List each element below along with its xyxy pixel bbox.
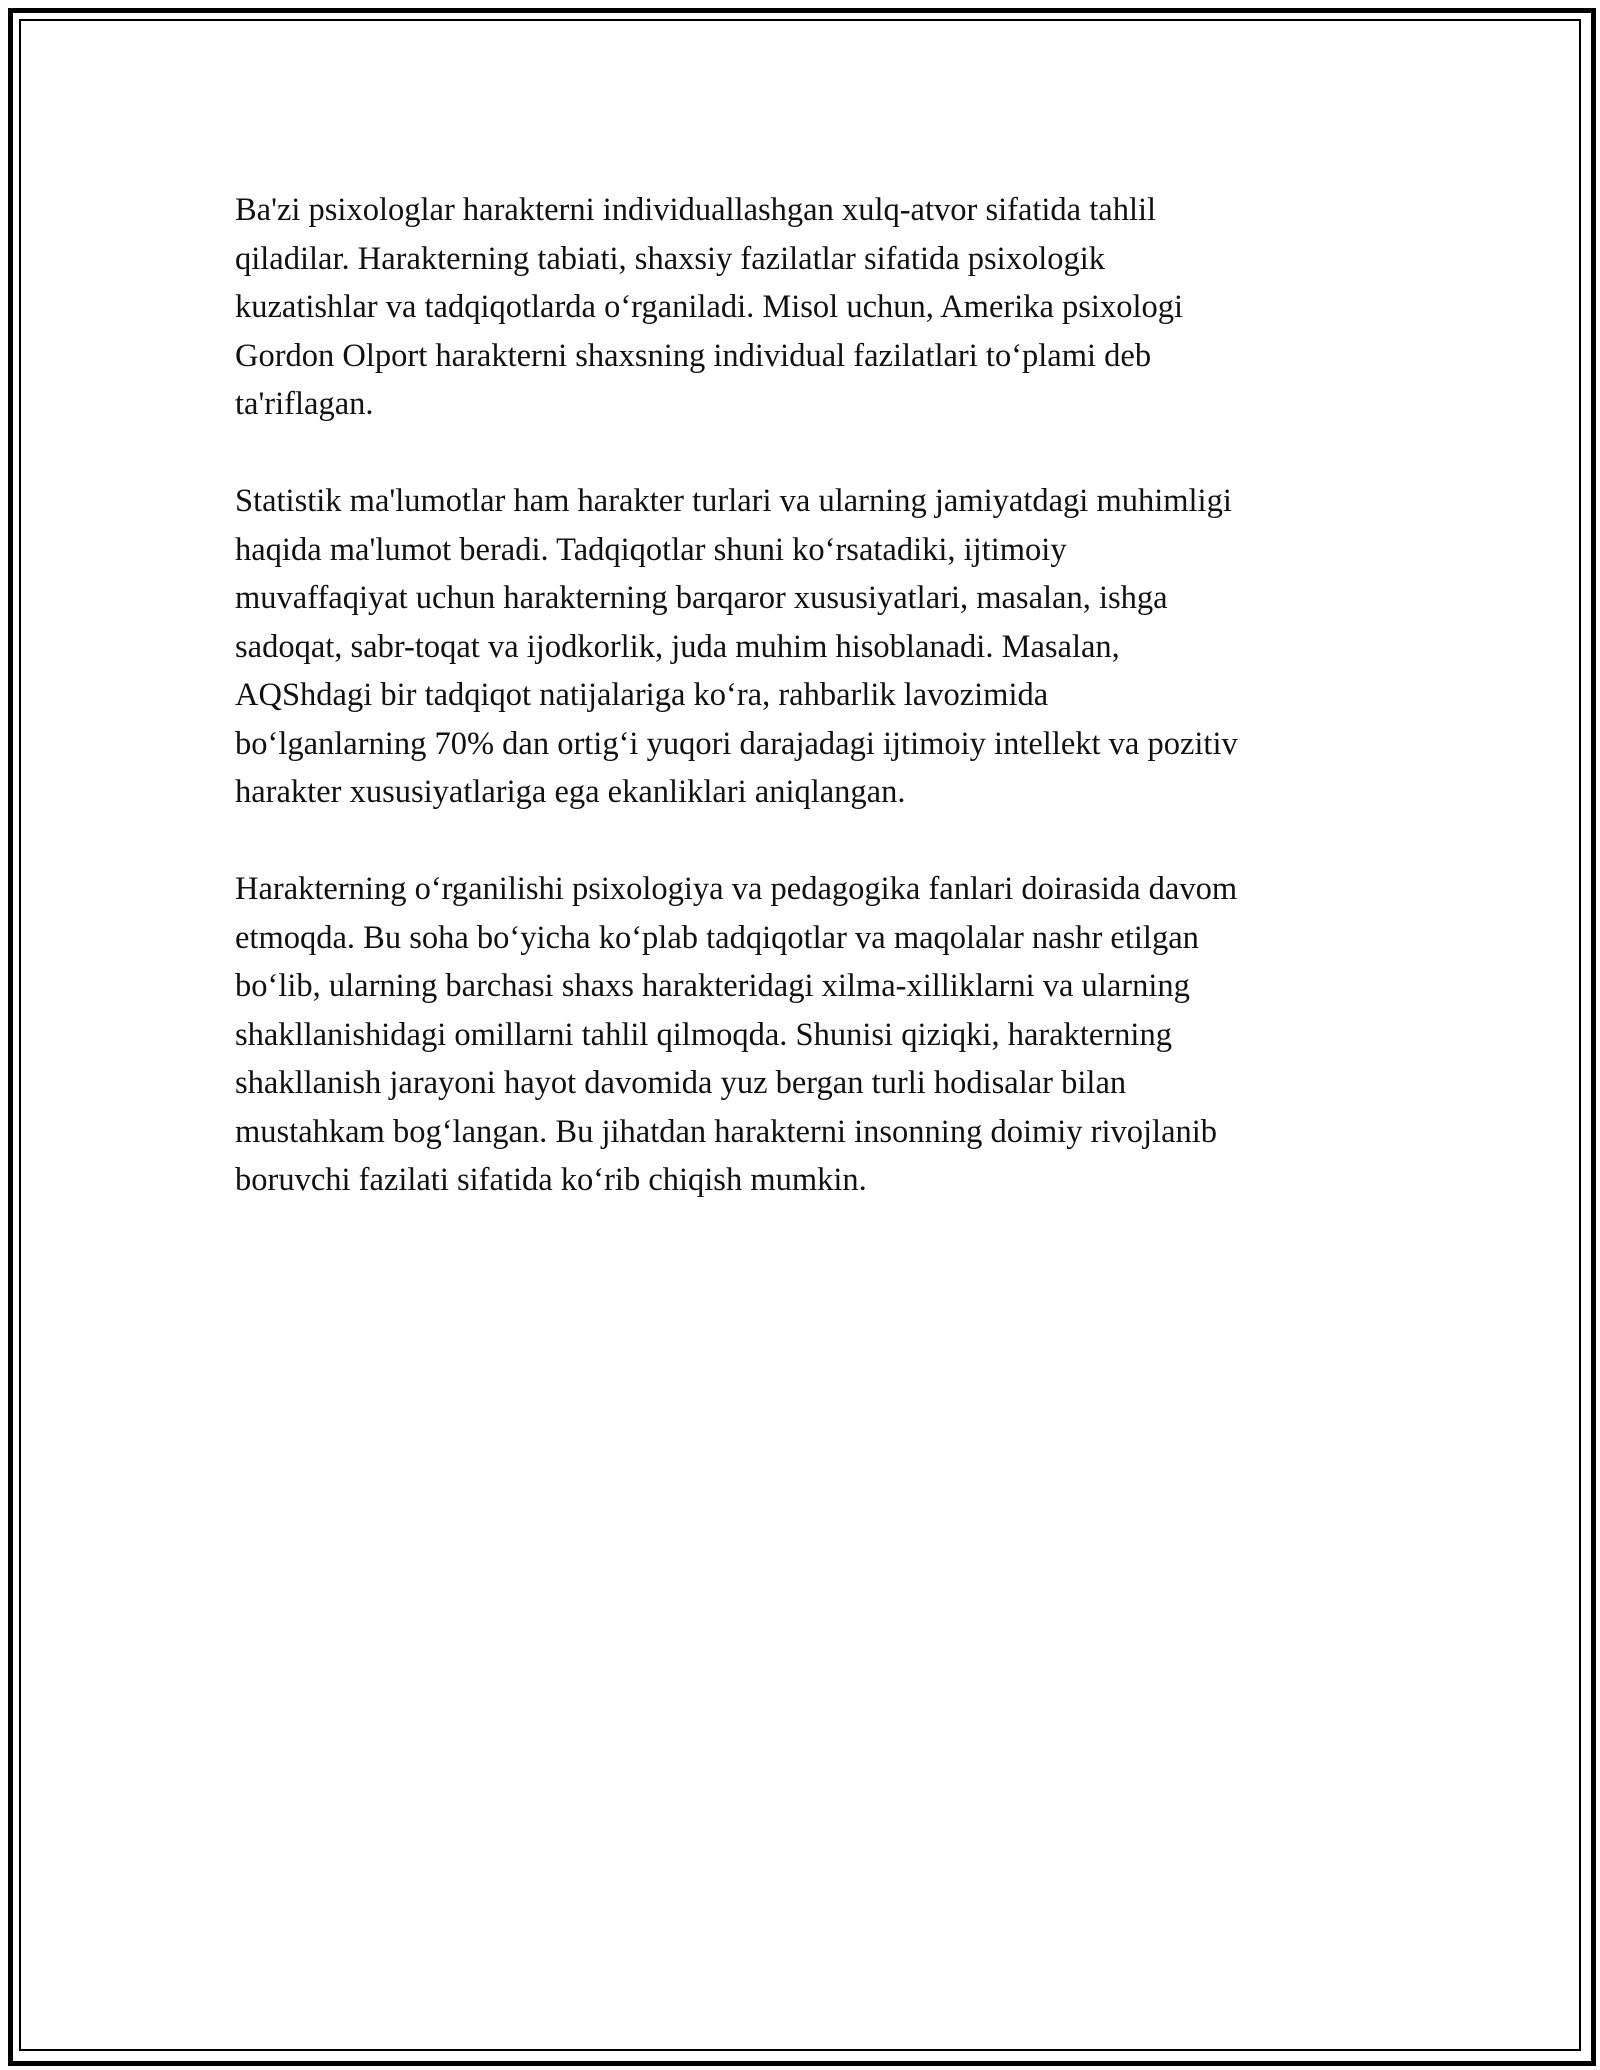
paragraph-2: Statistik ma'lumotlar ham harakter turlari va ularning jamiyatdagi muhimligi haqida ma'lumot beradi. Tadqiqotlar shuni koʻrsatadiki, ijtimoiy muvaffaqiyat uchun harakterning barqaror xususiyatlari, masalan, ishga sadoqat, sabr-toqat va ijodkorlik, juda muhim hisoblanadi. Masalan, AQShdagi bir tadqiqot natijalariga koʻra, rahbarlik lavozimida boʻlganlarning 70% dan ortigʻi yuqori darajadagi ijtimoiy intellekt va pozitiv harakter xususiyatlariga ega ekanliklari aniqlangan. xyxy=(235,483,1238,810)
document-body xyxy=(235,186,1375,1253)
paragraph-3: Harakterning oʻrganilishi psixologiya va pedagogika fanlari doirasida davom etmoqda. Bu soha boʻyicha koʻplab tadqiqotlar va maqolalar nashr etilgan boʻlib, ularning barchasi shaxs harakteridagi xilma-xilliklarni va ularning shakllanishidagi omillarni tahlil qilmoqda. Shunisi qiziqki, harakterning shakllanish jarayoni hayot davomida yuz bergan turli hodisalar bilan mustahkam bogʻlangan. Bu jihatdan harakterni insonning doimiy rivojlanib boruvchi fazilati sifatida koʻrib chiqish mumkin. xyxy=(235,871,1238,1198)
paragraph-1: Ba'zi psixologlar harakterni individuallashgan xulq-atvor sifatida tahlil qiladilar. Harakterning tabiati, shaxsiy fazilatlar sifatida psixologik kuzatishlar va tadqiqotlarda oʻrganiladi. Misol uchun, Amerika psixologi Gordon Olport harakterni shaxsning individual fazilatlari toʻplami deb ta'riflagan. xyxy=(235,192,1184,422)
